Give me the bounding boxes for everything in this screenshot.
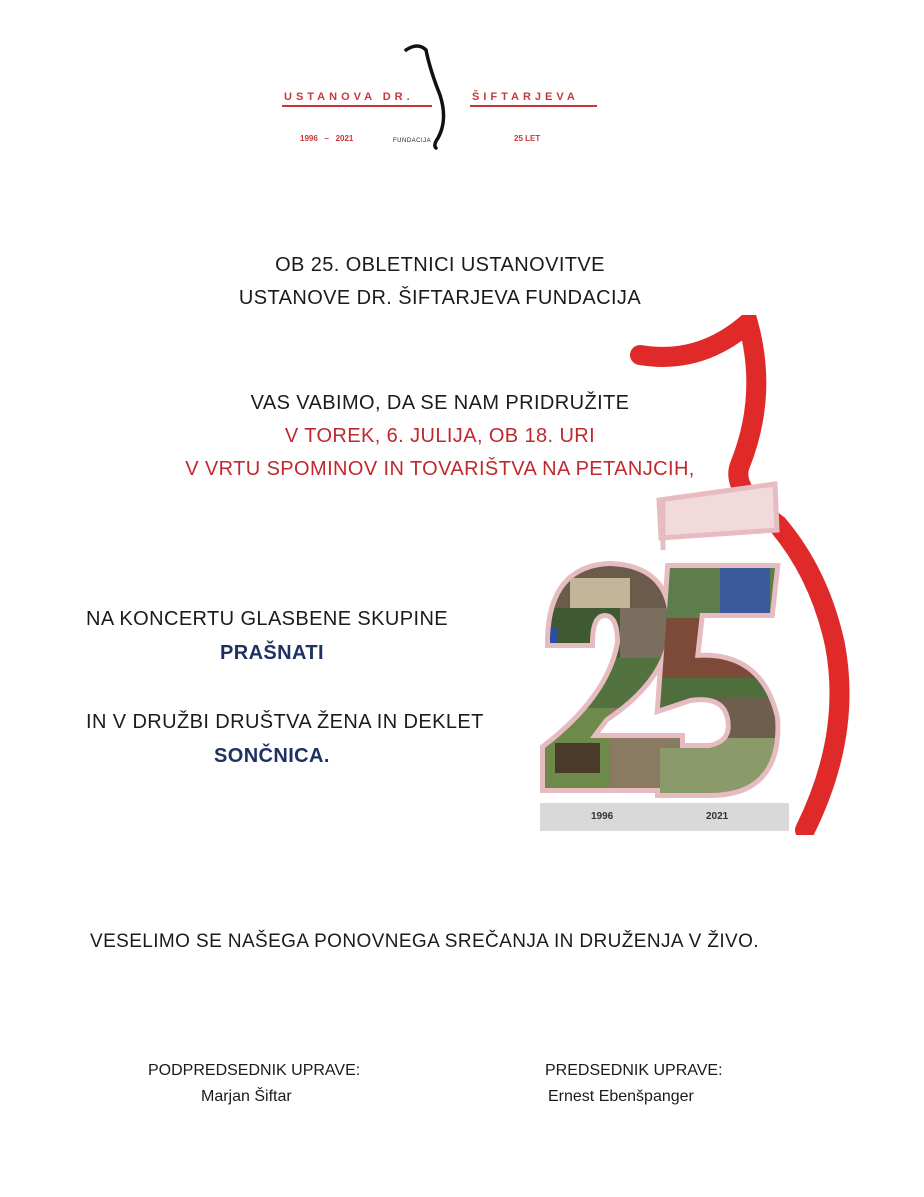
place-line: V VRTU SPOMINOV IN TOVARIŠTVA NA PETANJCIH,	[185, 458, 695, 480]
logo-fundacija: FUNDACIJA	[393, 138, 432, 144]
logo-left-text: USTANOVA DR.	[284, 91, 414, 103]
year-bar	[540, 803, 789, 831]
heading-line-2: USTANOVE DR. ŠIFTARJEVA FUNDACIJA	[238, 287, 642, 309]
logo-right-text: ŠIFTARJEVA	[472, 91, 579, 103]
right-signatory-name: Ernest Ebenšpanger	[548, 1088, 694, 1105]
year-end: 2021	[706, 811, 729, 822]
heading-line-1: OB 25. OBLETNICI USTANOVITVE	[275, 254, 605, 276]
society-name: SONČNICA.	[214, 745, 330, 767]
logo-right-underline	[470, 105, 597, 107]
date-line: V TOREK, 6. JULIJA, OB 18. URI	[284, 425, 596, 447]
right-signatory-title: PREDSEDNIK UPRAVE:	[545, 1062, 723, 1079]
logo-anniversary: 25 LET	[514, 134, 541, 143]
closing-line: VESELIMO SE NAŠEGA PONOVNEGA SREČANJA IN DRUŽENJA V ŽIVO.	[90, 931, 759, 952]
left-signatory-name: Marjan Šiftar	[201, 1088, 292, 1105]
photo-collage-25-icon	[530, 548, 790, 806]
band-name: PRAŠNATI	[220, 642, 324, 664]
society-line: IN V DRUŽBI DRUŠTVA ŽENA IN DEKLET	[86, 711, 484, 733]
pink-flag-icon	[655, 470, 790, 550]
logo-years: 1996 – 2021	[300, 134, 354, 143]
concert-line: NA KONCERTU GLASBENE SKUPINE	[86, 608, 449, 630]
invite-line: VAS VABIMO, DA SE NAM PRIDRUŽITE	[250, 392, 630, 414]
year-start: 1996	[591, 811, 614, 822]
left-signatory-title: PODPREDSEDNIK UPRAVE:	[148, 1062, 361, 1079]
logo-j-mark-icon	[398, 40, 468, 150]
